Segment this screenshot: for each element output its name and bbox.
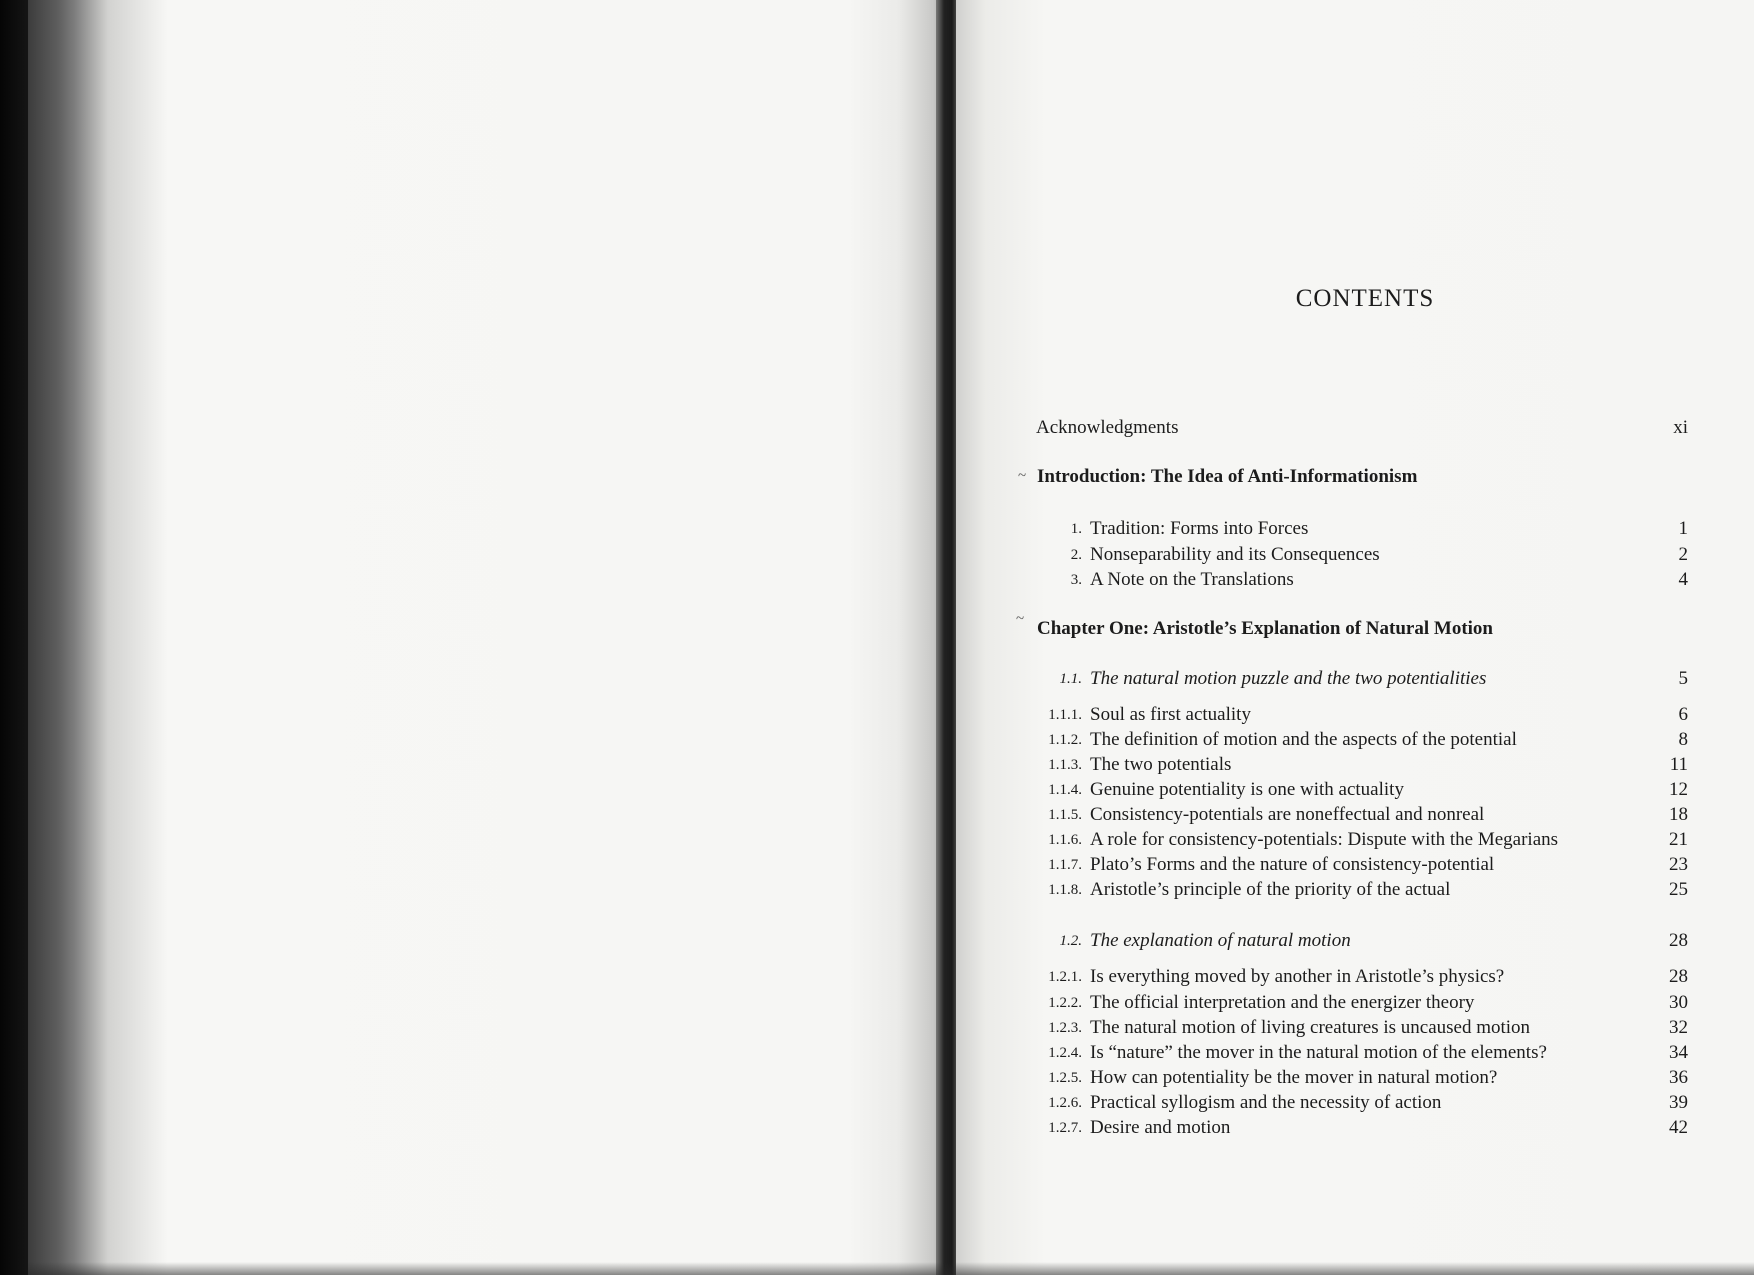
toc-entry-page-number: 5: [1678, 668, 1688, 689]
page-title: CONTENTS: [1295, 285, 1435, 312]
toc-entry-page-number: 12: [1669, 779, 1688, 800]
toc-entry-number: 1.2.5.: [1048, 1070, 1082, 1086]
toc-entry-page-number: 21: [1669, 829, 1688, 850]
toc-entry-title: The two potentials: [1090, 754, 1232, 775]
toc-entry-page-number: 36: [1669, 1067, 1688, 1088]
toc-entry-sub: [1036, 990, 1688, 1016]
toc-entry-page-number: 32: [1669, 1017, 1688, 1038]
toc-entry-title: Tradition: Forms into Forces: [1090, 518, 1309, 539]
toc-entry-title: Desire and motion: [1090, 1117, 1231, 1138]
toc-entry-title: Soul as first actuality: [1090, 704, 1251, 725]
toc-entry-section: [1036, 928, 1688, 954]
toc-entry-title: The definition of motion and the aspects of the potential: [1090, 729, 1517, 750]
toc-entry-number: 1.1.: [1059, 671, 1082, 687]
toc-entry-title: Plato’s Forms and the nature of consistency-potential: [1090, 854, 1495, 875]
toc-entry-title: Aristotle’s principle of the priority of the actual: [1090, 879, 1451, 900]
toc-entry-title: A role for consistency-potentials: Dispute with the Megarians: [1090, 829, 1559, 850]
toc-entry-page-number: 6: [1678, 704, 1688, 725]
toc-entry-heading: [1036, 464, 1688, 490]
toc-entry-page-number: 28: [1669, 966, 1688, 987]
toc-entry-number: 1.1.3.: [1048, 757, 1082, 773]
toc-entry-number: 1.2.2.: [1048, 995, 1082, 1011]
scan-edge: [0, 0, 28, 1275]
toc-entry-title: How can potentiality be the mover in natural motion?: [1090, 1067, 1498, 1088]
toc-entry-number: 1.1.8.: [1048, 882, 1082, 898]
toc-entry-sub: [1036, 727, 1688, 753]
toc-entry-page-number: 23: [1669, 854, 1688, 875]
toc-entry-sub: [1036, 964, 1688, 990]
toc-entry-page-number: 39: [1669, 1092, 1688, 1113]
toc-entry-title: Chapter One: Aristotle’s Explanation of Natural Motion: [1037, 618, 1493, 639]
toc-entry-sub: [1036, 752, 1688, 778]
toc-entry-page-number: 11: [1669, 754, 1688, 775]
toc-entry-title: Is “nature” the mover in the natural motion of the elements?: [1090, 1042, 1547, 1063]
toc-entry-number: 1.1.7.: [1048, 857, 1082, 873]
toc-entry-page-number: 8: [1678, 729, 1688, 750]
toc-entry-title: Nonseparability and its Consequences: [1090, 544, 1380, 565]
toc-entry-sub: [1036, 852, 1688, 878]
toc-entry-sub: [1036, 802, 1688, 828]
toc-entry-sub: [1036, 1040, 1688, 1066]
toc-entry-title: The official interpretation and the energizer theory: [1090, 992, 1475, 1013]
toc-entry-sub: [1036, 827, 1688, 853]
toc-entry-page-number: 1: [1678, 518, 1688, 539]
toc-entry-number: 2.: [1070, 547, 1082, 563]
toc-entry-number: 1.: [1070, 521, 1082, 537]
toc-entry-item: [1036, 516, 1688, 542]
toc-entry-number: 1.2.1.: [1048, 969, 1082, 985]
toc-entry-number: 1.2.7.: [1048, 1120, 1082, 1136]
toc-entry-number: 3.: [1070, 572, 1082, 588]
toc-entry-number: 1.1.5.: [1048, 807, 1082, 823]
toc-entry-section: [1036, 666, 1688, 692]
toc-entry-page-number: 25: [1669, 879, 1688, 900]
toc-entry-page-number: 28: [1669, 930, 1688, 951]
toc-entry-number: 1.1.2.: [1048, 732, 1082, 748]
toc-entry-number: 1.2.3.: [1048, 1020, 1082, 1036]
left-page-blank: [28, 0, 948, 1275]
toc-entry-item: [1036, 542, 1688, 568]
toc-entry-title: Practical syllogism and the necessity of action: [1090, 1092, 1442, 1113]
toc-entry-sub: [1036, 877, 1688, 903]
toc-entry-sub: [1036, 1015, 1688, 1041]
toc-entry-title: Introduction: The Idea of Anti-Informationism: [1037, 466, 1418, 487]
toc-entry-number: 1.1.6.: [1048, 832, 1082, 848]
toc-entry-sub: [1036, 1090, 1688, 1116]
toc-entry-number: 1.1.1.: [1048, 707, 1082, 723]
toc-entry-number: 1.2.6.: [1048, 1095, 1082, 1111]
toc-entry-title: The natural motion of living creatures is uncaused motion: [1090, 1017, 1531, 1038]
toc-entry-title: Acknowledgments: [1036, 417, 1179, 438]
toc-entry-heading: [1036, 616, 1688, 642]
toc-entry-title: The explanation of natural motion: [1090, 930, 1351, 951]
toc-entry-sub: [1036, 1115, 1688, 1141]
pencil-mark: ~: [1016, 611, 1025, 627]
page-bottom-shadow: [28, 1262, 1754, 1275]
toc-entry-number: 1.2.: [1059, 933, 1082, 949]
toc-entry-number: 1.2.4.: [1048, 1045, 1082, 1061]
toc-entry-sub: [1036, 1065, 1688, 1091]
toc-entry-title: The natural motion puzzle and the two potentialities: [1090, 668, 1487, 689]
toc-entry-title: Is everything moved by another in Aristotle’s physics?: [1090, 966, 1505, 987]
toc-entry-page-number: 42: [1669, 1117, 1688, 1138]
pencil-mark: ~: [1018, 468, 1027, 484]
toc-entry-number: 1.1.4.: [1048, 782, 1082, 798]
toc-entry-page-number: 30: [1669, 992, 1688, 1013]
toc-entry-item: [1036, 567, 1688, 593]
toc-entry-title: Genuine potentiality is one with actuality: [1090, 779, 1404, 800]
toc-entry-sub: [1036, 702, 1688, 728]
toc-entry-page-number: 2: [1678, 544, 1688, 565]
toc-entry-page-number: xi: [1673, 417, 1688, 438]
toc-entry-front: [1036, 415, 1688, 441]
toc-entry-title: Consistency-potentials are noneffectual and nonreal: [1090, 804, 1485, 825]
toc-entry-page-number: 34: [1669, 1042, 1688, 1063]
toc-entry-page-number: 18: [1669, 804, 1688, 825]
toc-entry-sub: [1036, 777, 1688, 803]
toc-entry-page-number: 4: [1678, 569, 1688, 590]
toc-entry-title: A Note on the Translations: [1090, 569, 1294, 590]
